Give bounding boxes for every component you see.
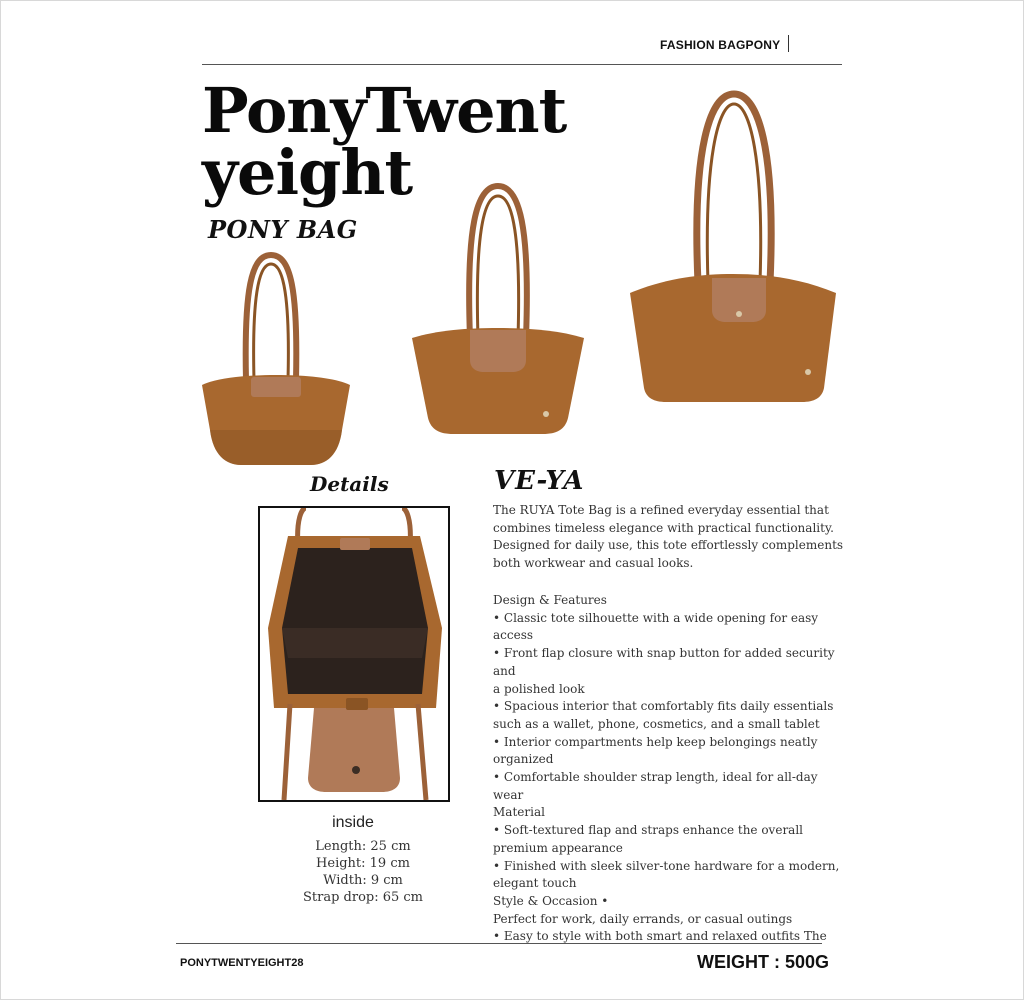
tote-bag-large-icon — [626, 88, 840, 408]
description-line: combines timeless elegance with practical functionality. — [493, 520, 834, 535]
feature-line: • Interior compartments help keep belongings neatly — [493, 734, 818, 749]
product-description — [493, 502, 845, 573]
footer-brand: PONYTWENTYEIGHT28 — [180, 957, 304, 969]
tote-bag-interior-icon — [260, 508, 448, 800]
feature-line: • Spacious interior that comfortably fits daily essentials — [493, 699, 834, 714]
bottom-rule — [176, 943, 822, 944]
dimension-length: Length: 25 cm — [315, 839, 411, 854]
footer-weight: WEIGHT : 500G — [697, 952, 830, 972]
feature-line: such as a wallet, phone, cosmetics, and a small tablet — [493, 716, 820, 731]
feature-line: • Soft-textured flap and straps enhance the overall — [493, 823, 804, 838]
feature-line: • Easy to style with both smart and relaxed outfits The — [493, 929, 827, 944]
feature-line: • Finished with sleek silver-tone hardware for a modern, — [493, 858, 840, 873]
top-rule — [202, 64, 842, 65]
header-brand: FASHION BAGPONY — [660, 38, 781, 52]
feature-line: • Comfortable shoulder strap length, ideal for all-day wear — [493, 770, 818, 802]
feature-line: Design & Features — [493, 593, 607, 607]
dimension-strap-drop: Strap drop: 65 cm — [302, 890, 424, 905]
details-heading: Details — [310, 472, 389, 496]
feature-line: organized — [493, 752, 554, 767]
feature-line: Perfect for work, daily errands, or casual outings — [493, 911, 793, 926]
title-line-2: yeight — [202, 136, 413, 209]
feature-line: • Classic tote silhouette with a wide opening for easy access — [493, 610, 819, 643]
dimension-height: Height: 19 cm — [316, 856, 410, 871]
feature-line: Material — [493, 805, 545, 820]
feature-line: premium appearance — [493, 840, 623, 855]
page-subtitle: PONY BAG — [208, 215, 358, 244]
product-name: VE-YA — [494, 466, 585, 496]
tote-bag-medium-icon — [408, 178, 588, 438]
feature-line: elegant touch — [493, 876, 577, 891]
header-divider — [788, 35, 789, 52]
description-line: Designed for daily use, this tote effortlessly complements — [493, 538, 844, 553]
feature-line: a polished look — [493, 681, 585, 696]
feature-line: • Front flap closure with snap button for added security and — [493, 646, 835, 678]
features-list — [493, 592, 845, 946]
description-line: The RUYA Tote Bag is a refined everyday essential that — [493, 503, 829, 517]
inside-label: inside — [332, 814, 374, 831]
interior-photo-frame — [258, 506, 450, 802]
dimensions-list — [258, 838, 468, 906]
title-line-1: PonyTwent — [202, 74, 567, 147]
description-line: both workwear and casual looks. — [493, 556, 694, 571]
feature-line: Style & Occasion • — [493, 893, 609, 908]
tote-bag-small-icon — [196, 250, 356, 470]
dimension-width: Width: 9 cm — [323, 873, 403, 888]
